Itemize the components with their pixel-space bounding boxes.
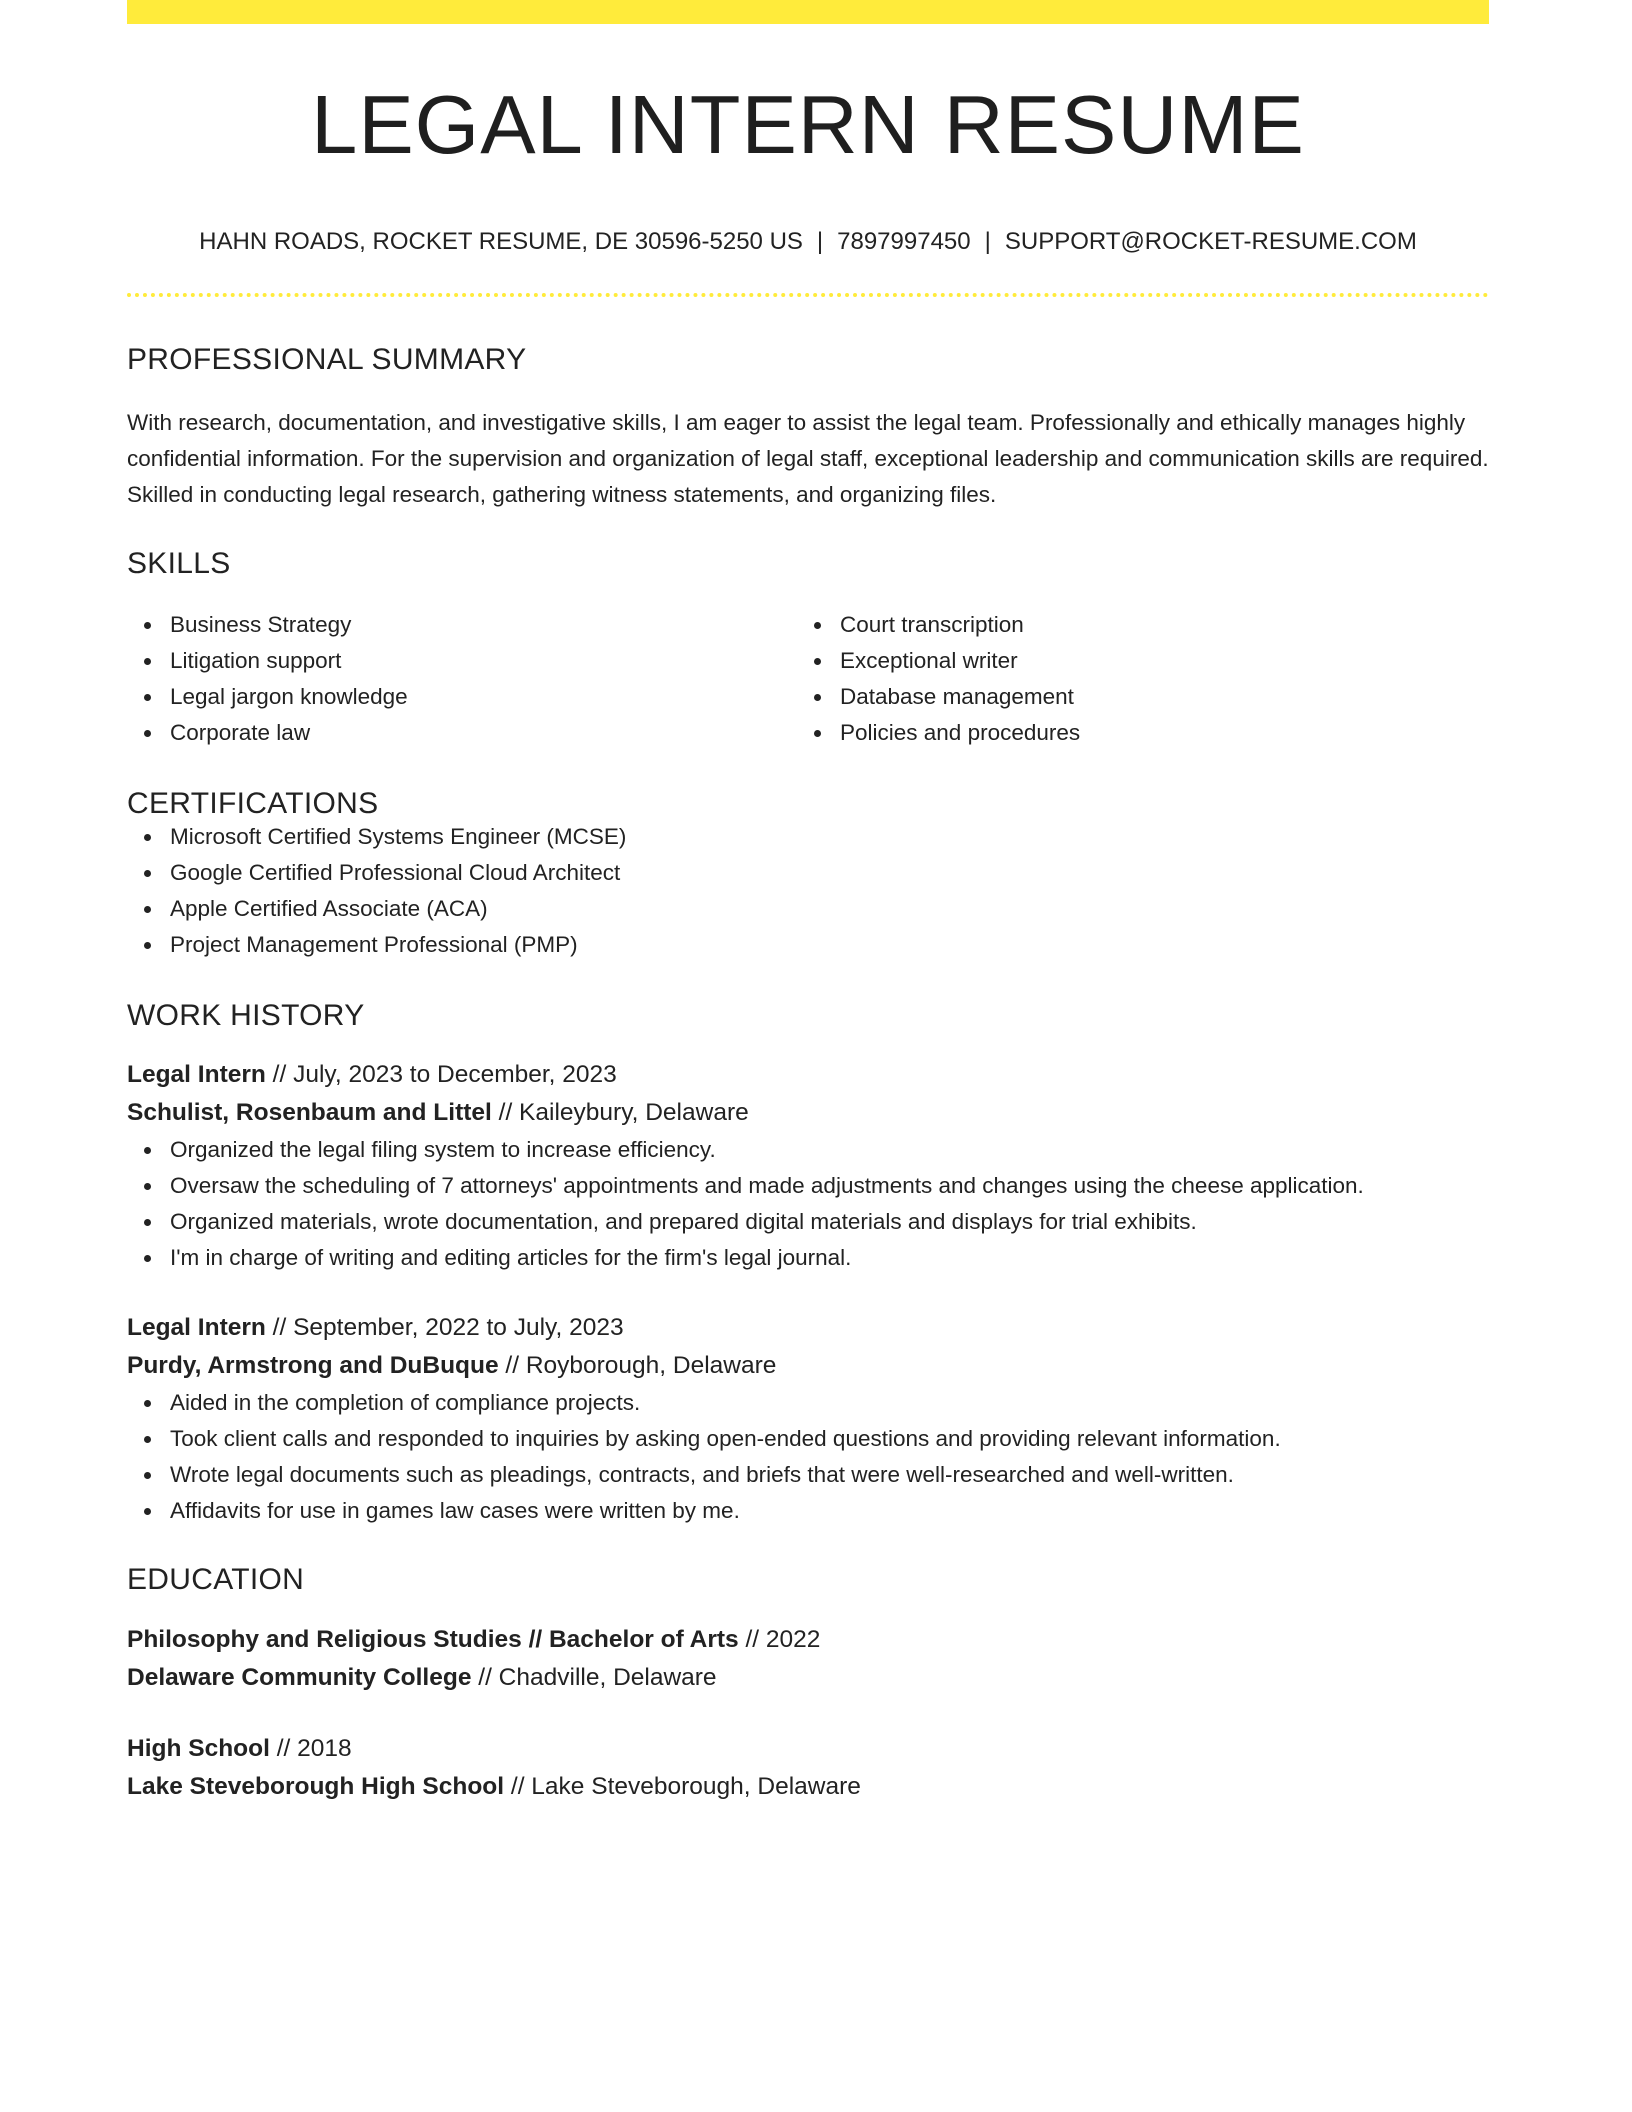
education-degree-line: [127, 1730, 1489, 1768]
contact-phone: 7897997450: [837, 228, 971, 255]
contact-address: HAHN ROADS, ROCKET RESUME, DE 30596-5250 US: [199, 228, 803, 255]
skills-grid: [127, 607, 1489, 751]
job-title-line: [127, 1309, 1489, 1347]
job-duty-item: Aided in the completion of compliance projects.: [127, 1385, 1489, 1421]
skills-column-left: [127, 607, 797, 751]
summary-heading: PROFESSIONAL SUMMARY: [127, 343, 527, 376]
contact-separator: |: [816, 228, 824, 255]
job-duty-item: Organized materials, wrote documentation, and prepared digital materials and displays for trial exhibits.: [127, 1204, 1489, 1240]
certifications-heading: CERTIFICATIONS: [127, 787, 379, 820]
education-degree: High School: [127, 1735, 270, 1762]
job-title: Legal Intern: [127, 1061, 266, 1088]
education-school: Lake Steveborough High School: [127, 1773, 505, 1800]
skill-item: Policies and procedures: [797, 715, 1467, 751]
job-duty-item: Took client calls and responded to inquiries by asking open-ended questions and providing relevant information.: [127, 1421, 1489, 1457]
job-title: Legal Intern: [127, 1314, 266, 1341]
resume-title: LEGAL INTERN RESUME: [311, 78, 1305, 171]
skills-list-right: [797, 607, 1467, 751]
certification-item: Google Certified Professional Cloud Architect: [127, 855, 1489, 891]
job-location: // Royborough, Delaware: [498, 1352, 777, 1379]
job-duty-item: Oversaw the scheduling of 7 attorneys' appointments and made adjustments and changes using the cheese application.: [127, 1168, 1489, 1204]
education-heading: EDUCATION: [127, 1563, 305, 1596]
contact-line: [127, 230, 1489, 254]
education-entry: [127, 1621, 1489, 1697]
job-company-line: [127, 1094, 1489, 1132]
job-duty-item: Affidavits for use in games law cases were written by me.: [127, 1493, 1489, 1529]
education-location: // Chadville, Delaware: [471, 1664, 717, 1691]
education-degree: Philosophy and Religious Studies // Bachelor of Arts: [127, 1626, 739, 1653]
header-divider: [127, 293, 1489, 297]
skill-item: Litigation support: [127, 643, 797, 679]
certification-item: Microsoft Certified Systems Engineer (MCSE): [127, 819, 1489, 855]
job-duties-list: [127, 1132, 1489, 1276]
skill-item: Court transcription: [797, 607, 1467, 643]
education-school: Delaware Community College: [127, 1664, 472, 1691]
certification-item: Project Management Professional (PMP): [127, 927, 1489, 963]
job-company: Purdy, Armstrong and DuBuque: [127, 1352, 499, 1379]
job-entry: [127, 1309, 1489, 1529]
job-company: Schulist, Rosenbaum and Littel: [127, 1099, 492, 1126]
skill-item: Corporate law: [127, 715, 797, 751]
skills-heading: SKILLS: [127, 547, 231, 580]
skill-item: Database management: [797, 679, 1467, 715]
education-year: // 2022: [738, 1626, 821, 1653]
skill-item: Legal jargon knowledge: [127, 679, 797, 715]
resume-page: [127, 0, 1489, 1806]
job-duty-item: Organized the legal filing system to increase efficiency.: [127, 1132, 1489, 1168]
work-history-heading: WORK HISTORY: [127, 999, 365, 1032]
education-degree-line: [127, 1621, 1489, 1659]
contact-email: SUPPORT@ROCKET-RESUME.COM: [1004, 228, 1417, 255]
job-duties-list: [127, 1385, 1489, 1529]
job-dates: // July, 2023 to December, 2023: [265, 1061, 617, 1088]
education-location: // Lake Steveborough, Delaware: [504, 1773, 861, 1800]
summary-text: With research, documentation, and investigative skills, I am eager to assist the legal team. Professionally and ethically manages highly confidential information. For the supervision and organization of legal staff, exceptional leadership and communication skills are required. Skilled in conducting legal research, gathering witness statements, and organizing files.: [127, 410, 1489, 507]
job-company-line: [127, 1347, 1489, 1385]
job-dates: // September, 2022 to July, 2023: [265, 1314, 624, 1341]
job-duty-item: Wrote legal documents such as pleadings, contracts, and briefs that were well-researched and well-written.: [127, 1457, 1489, 1493]
skills-list-left: [127, 607, 797, 751]
job-duty-item: I'm in charge of writing and editing articles for the firm's legal journal.: [127, 1240, 1489, 1276]
skill-item: Business Strategy: [127, 607, 797, 643]
job-title-line: [127, 1056, 1489, 1094]
education-year: // 2018: [269, 1735, 352, 1762]
education-entry: [127, 1730, 1489, 1806]
skills-column-right: [797, 607, 1467, 751]
certifications-list: [127, 819, 1489, 963]
job-entry: [127, 1056, 1489, 1276]
certification-item: Apple Certified Associate (ACA): [127, 891, 1489, 927]
education-school-line: [127, 1659, 1489, 1697]
skill-item: Exceptional writer: [797, 643, 1467, 679]
accent-top-bar: [127, 0, 1489, 24]
job-location: // Kaileybury, Delaware: [491, 1099, 749, 1126]
contact-separator: |: [984, 228, 991, 255]
education-school-line: [127, 1768, 1489, 1806]
